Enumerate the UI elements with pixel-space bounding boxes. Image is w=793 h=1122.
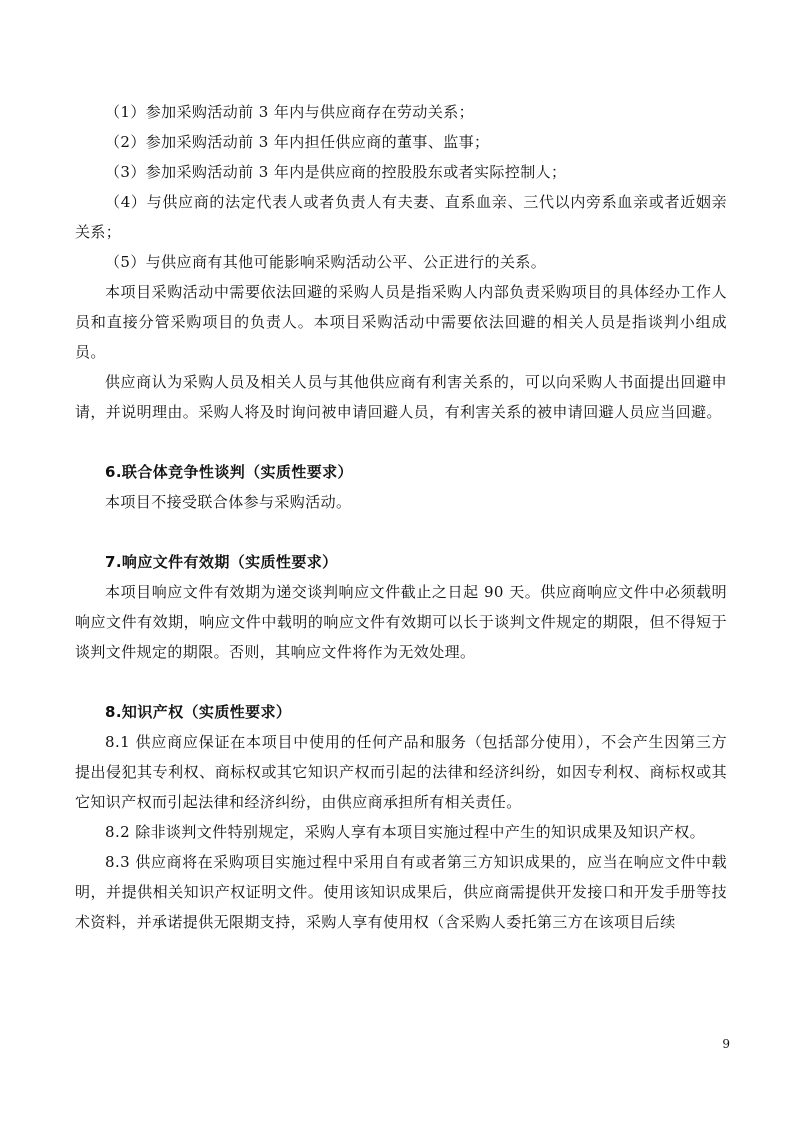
section-spacer: [75, 667, 727, 697]
list-item: （5）与供应商有其他可能影响采购活动公平、公正进行的关系。: [105, 253, 547, 271]
section-8-paragraph-2: 8.2 除非谈判文件特别规定，采购人享有本项目实施过程中产生的知识成果及知识产权。: [105, 823, 706, 841]
list-item: （4）与供应商的法定代表人或者负责人有夫妻、直系血亲、三代以内旁系血亲或者近姻亲关系；: [75, 193, 727, 241]
section-7-heading: 7.响应文件有效期（实质性要求）: [105, 553, 338, 571]
application-paragraph: 供应商认为采购人员及相关人员与其他供应商有利害关系的，可以向采购人书面提出回避申请，并说明理由。采购人将及时询问被申请回避人员，有利害关系的被申请回避人员应当回避。: [75, 373, 727, 421]
list-item: （1）参加采购活动前 3 年内与供应商存在劳动关系；: [105, 103, 475, 121]
section-spacer: [75, 427, 727, 457]
page-content: [75, 97, 727, 937]
avoidance-paragraph: 本项目采购活动中需要依法回避的采购人员是指采购人内部负责采购项目的具体经办工作人员和直接分管采购项目的负责人。本项目采购活动中需要依法回避的相关人员是指谈判小组成员。: [75, 283, 727, 361]
section-8-paragraph-3: 8.3 供应商将在采购项目实施过程中采用自有或者第三方知识成果的，应当在响应文件中载明，并提供相关知识产权证明文件。使用该知识成果后，供应商需提供开发接口和开发手册等技术资料，并承诺提供无限期支持，采购人享有使用权（含采购人委托第三方在该项目后续: [75, 853, 727, 931]
section-8-heading: 8.知识产权（实质性要求）: [105, 703, 292, 721]
section-6-heading: 6.联合体竞争性谈判（实质性要求）: [105, 463, 353, 481]
section-spacer: [75, 517, 727, 547]
list-item: （2）参加采购活动前 3 年内担任供应商的董事、监事；: [105, 133, 490, 151]
section-7-body: 本项目响应文件有效期为递交谈判响应文件截止之日起 90 天。供应商响应文件中必须载明响应文件有效期，响应文件中载明的响应文件有效期可以长于谈判文件规定的期限，但不得短于谈判文件规定的期限。否则，其响应文件将作为无效处理。: [75, 583, 727, 661]
page-number: 9: [722, 1037, 730, 1051]
list-item: （3）参加采购活动前 3 年内是供应商的控股股东或者实际控制人；: [105, 163, 567, 181]
section-6-body: 本项目不接受联合体参与采购活动。: [105, 493, 352, 511]
section-8-paragraph-1: 8.1 供应商应保证在本项目中使用的任何产品和服务（包括部分使用），不会产生因第三方提出侵犯其专利权、商标权或其它知识产权而引起的法律和经济纠纷，如因专利权、商标权或其它知识产权而引起法律和经济纠纷，由供应商承担所有相关责任。: [75, 733, 727, 811]
